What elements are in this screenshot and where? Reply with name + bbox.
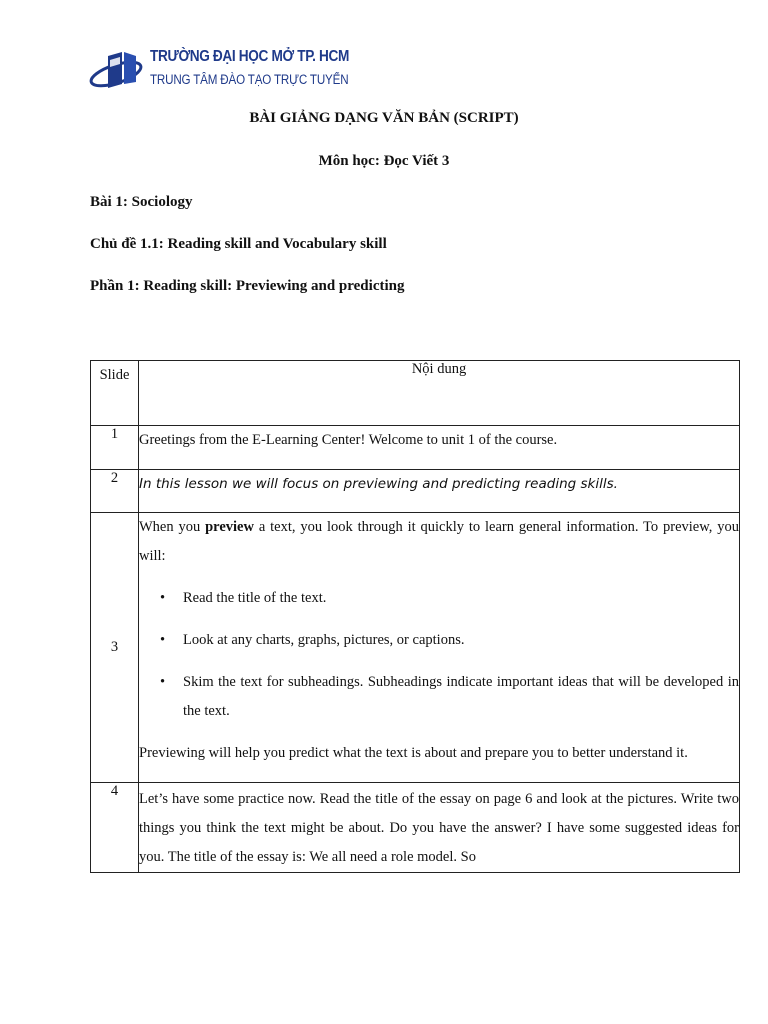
university-logo — [88, 44, 350, 98]
topic-heading: Chủ đề 1.1: Reading skill and Vocabulary skill — [90, 236, 387, 252]
slide-content: Greetings from the E-Learning Center! Welcome to unit 1 of the course. — [139, 426, 740, 470]
table-header-row — [91, 361, 740, 426]
logo-subtitle: TRUNG TÂM ĐÀO TẠO TRỰC TUYẾN — [150, 72, 349, 87]
part-heading: Phần 1: Reading skill: Previewing and predicting — [90, 278, 405, 294]
document-title: BÀI GIẢNG DẠNG VĂN BẢN (SCRIPT) — [249, 110, 519, 126]
column-header-content: Nội dung — [139, 361, 740, 426]
slide-number: 3 — [91, 513, 139, 783]
lesson-heading: Bài 1: Sociology — [90, 194, 193, 210]
preview-keyword: preview — [205, 519, 254, 535]
course-name: Môn học: Đọc Viết 3 — [318, 153, 450, 169]
slide-number: 2 — [91, 470, 139, 513]
list-item: • Read the title of the text. — [139, 584, 739, 613]
list-item: • Look at any charts, graphs, pictures, or captions. — [139, 626, 739, 655]
logo-emblem-icon — [88, 44, 150, 98]
list-item: • Skim the text for subheadings. Subheadings indicate important ideas that will be developed in the text. — [139, 668, 739, 726]
bullet-icon: • — [160, 590, 166, 606]
slide-content: Let’s have some practice now. Read the title of the essay on page 6 and look at the pictures. Write two things you think the text might be about. Do you have the answer? I have some suggested ideas for you. The title of the essay is: We all need a role model. So — [139, 783, 740, 873]
bullet-icon: • — [160, 674, 166, 690]
preview-outro: Previewing will help you predict what the text is about and prepare you to better understand it. — [139, 745, 688, 761]
preview-intro: When you preview a text, you look through it quickly to learn general information. To preview, you will: — [139, 519, 740, 564]
slide-content — [139, 513, 740, 783]
script-table — [90, 360, 740, 873]
logo-title: TRƯỜNG ĐẠI HỌC MỞ TP. HCM — [150, 48, 350, 65]
table-row — [91, 783, 740, 873]
table-row — [91, 426, 740, 470]
column-header-slide: Slide — [91, 361, 139, 426]
table-row — [91, 513, 740, 783]
table-row — [91, 470, 740, 513]
preview-steps-list — [139, 584, 739, 726]
slide-content: In this lesson we will focus on previewing and predicting reading skills. — [139, 470, 740, 513]
bullet-icon: • — [160, 632, 166, 648]
slide-number: 4 — [91, 783, 139, 873]
slide-number: 1 — [91, 426, 139, 470]
